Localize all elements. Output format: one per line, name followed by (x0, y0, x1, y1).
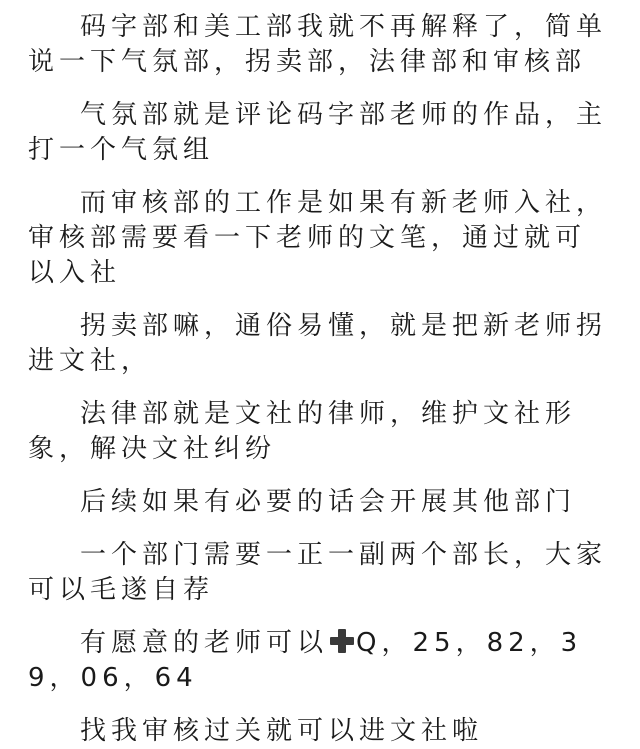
paragraph-recruit-dept: 拐卖部嘛，通俗易懂，就是把新老师拐进文社， (28, 311, 608, 376)
plus-icon (329, 628, 355, 654)
paragraph-legal-dept: 法律部就是文社的律师，维护文社形象，解决文社纠纷 (28, 399, 577, 464)
contact-number: Q，25，82，39，06，64 (28, 628, 583, 693)
paragraph-dept-heads: 一个部门需要一正一副两个部长，大家可以毛遂自荐 (28, 540, 608, 605)
paragraph-atmosphere-dept: 气氛部就是评论码字部老师的作品，主打一个气氛组 (28, 100, 608, 165)
paragraph-future-depts: 后续如果有必要的话会开展其他部门 (80, 487, 577, 517)
paragraph-contact (28, 626, 612, 696)
paragraph-review-dept: 而审核部的工作是如果有新老师入社，审核部需要看一下老师的文笔，通过就可以入社 (28, 188, 608, 288)
paragraph-departments-intro: 码字部和美工部我就不再解释了，简单说一下气氛部，拐卖部，法律部和审核部 (28, 12, 608, 77)
contact-prefix: 有愿意的老师可以 (80, 628, 329, 658)
paragraph-closing: 找我审核过关就可以进文社啦 (80, 716, 484, 746)
